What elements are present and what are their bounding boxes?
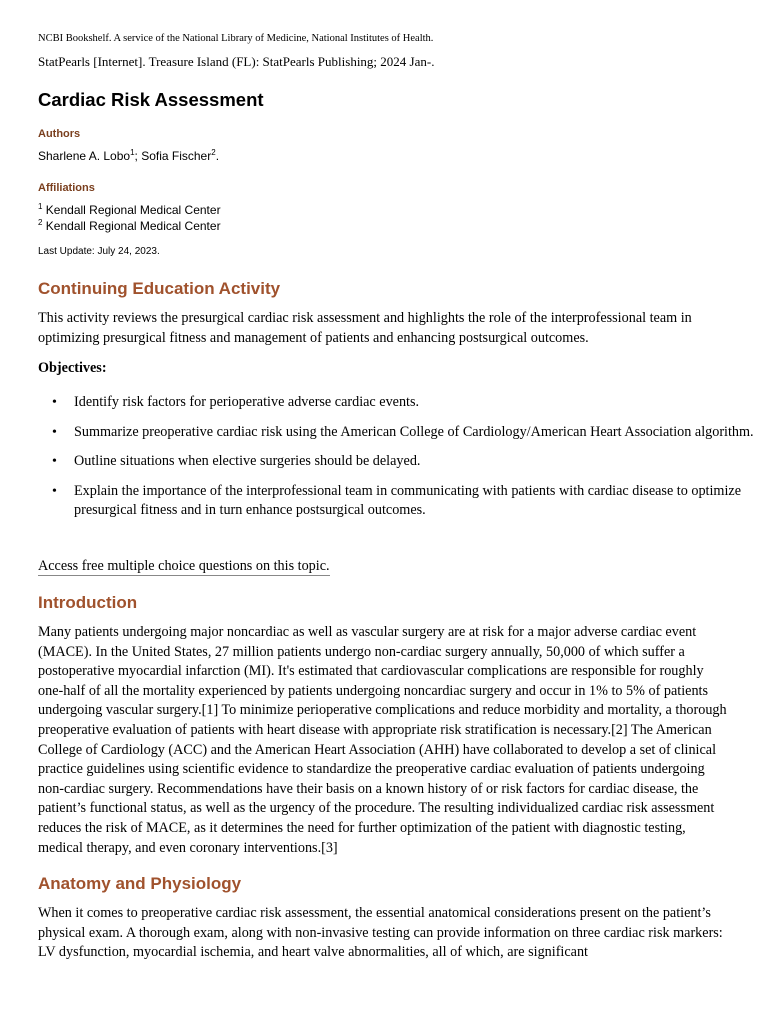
- author-affil-ref[interactable]: 2: [211, 148, 216, 157]
- anatomy-paragraph: When it comes to preoperative cardiac risk assessment, the essential anatomical considerations present on the patient’s physical exam. A thorough exam, along with non-invasive testing can provide information on three cardiac risk markers: LV dysfunction, myocardial ischemia, and heart valve abnormalities, all of which, are significant: [38, 905, 723, 961]
- anatomy-heading: Anatomy and Physiology: [38, 874, 242, 893]
- objective-text: Identify risk factors for perioperative adverse cardiac events.: [74, 394, 420, 410]
- cea-intro-paragraph: This activity reviews the presurgical cardiac risk assessment and highlights the role of the interprofessional team in optimizing presurgical fitness and management of patients and enhancing postsurgical outcomes.: [38, 310, 692, 346]
- bullet-icon: •: [52, 395, 57, 410]
- list-item: [52, 482, 764, 521]
- introduction-heading: Introduction: [38, 593, 138, 612]
- list-item: [52, 452, 764, 472]
- objectives-list: [38, 393, 764, 531]
- affiliation-number: 2: [38, 218, 43, 227]
- affiliation-item: [38, 219, 221, 233]
- bullet-icon: •: [52, 483, 57, 499]
- affiliation-text: Kendall Regional Medical Center: [45, 219, 221, 233]
- page-title: Cardiac Risk Assessment: [38, 89, 264, 110]
- cea-heading: Continuing Education Activity: [38, 279, 281, 298]
- affiliation-item: [38, 203, 221, 217]
- author-affil-ref[interactable]: 1: [130, 148, 135, 157]
- bullet-icon: •: [52, 454, 57, 470]
- objective-text: Explain the importance of the interprofessional team in communicating with patients with cardiac disease to optimize presurgical fitness and in turn enhance postsurgical outcomes.: [74, 482, 742, 519]
- affiliation-number: 1: [38, 202, 43, 211]
- citation-line: StatPearls [Internet]. Treasure Island (FL): StatPearls Publishing; 2024 Jan-.: [38, 54, 435, 69]
- author-name[interactable]: Sofia Fischer: [141, 149, 212, 163]
- list-item: [52, 393, 764, 413]
- author-name[interactable]: Sharlene A. Lobo: [38, 149, 131, 163]
- authors-label: Authors: [38, 128, 81, 140]
- author-separator: ;: [134, 149, 142, 163]
- mcq-link[interactable]: Access free multiple choice questions on this topic.: [38, 558, 330, 574]
- last-update: Last Update: July 24, 2023.: [38, 246, 160, 257]
- author-separator: .: [215, 149, 220, 163]
- objective-text: Summarize preoperative cardiac risk using the American College of Cardiology/American Heart Association algorithm.: [74, 423, 754, 440]
- objective-text: Outline situations when elective surgeries should be delayed.: [74, 453, 421, 470]
- affiliations-label: Affiliations: [38, 182, 95, 194]
- authors-list: [38, 149, 219, 163]
- bullet-icon: •: [52, 424, 57, 440]
- introduction-paragraph: Many patients undergoing major noncardiac as well as vascular surgery are at risk for a major adverse cardiac event (MACE). In the United States, 27 million patients undergo non-cardiac surgery annually, 50,000 of which suffer a postoperative myocardial infarction (MI). It's estimated that cardiovascular complications are responsible for roughly one-half of all the mortality experienced by patients undergoing noncardiac surgery and occur in 1% to 5% of patients undergoing vascular surgery.[1] To minimize perioperative complications and reduce morbidity and mortality, a thorough preoperative evaluation of patients with heart disease with appropriate risk stratification is necessary.[2] The American College of Cardiology (ACC) and the American Heart Association (AHH) have collaborated to develop a set of clinical practice guidelines using scientific evidence to standardize the preoperative cardiac evaluation of patients undergoing non-cardiac surgery. Recommendations have their basis on a known history of or risk factors for cardiac disease, the patient’s functional status, as well as the urgency of the procedure. The resulting individualized cardiac risk assessment reduces the risk of MACE, as it determines the need for further optimization of the patient with diagnostic testing, medical therapy, and even coronary interventions.[3]: [38, 624, 727, 856]
- list-item: [52, 423, 764, 443]
- affiliation-text: Kendall Regional Medical Center: [45, 203, 221, 217]
- objectives-label: Objectives:: [38, 360, 107, 376]
- ncbi-bookshelf-line: NCBI Bookshelf. A service of the National Library of Medicine, National Institutes of Health.: [38, 33, 434, 44]
